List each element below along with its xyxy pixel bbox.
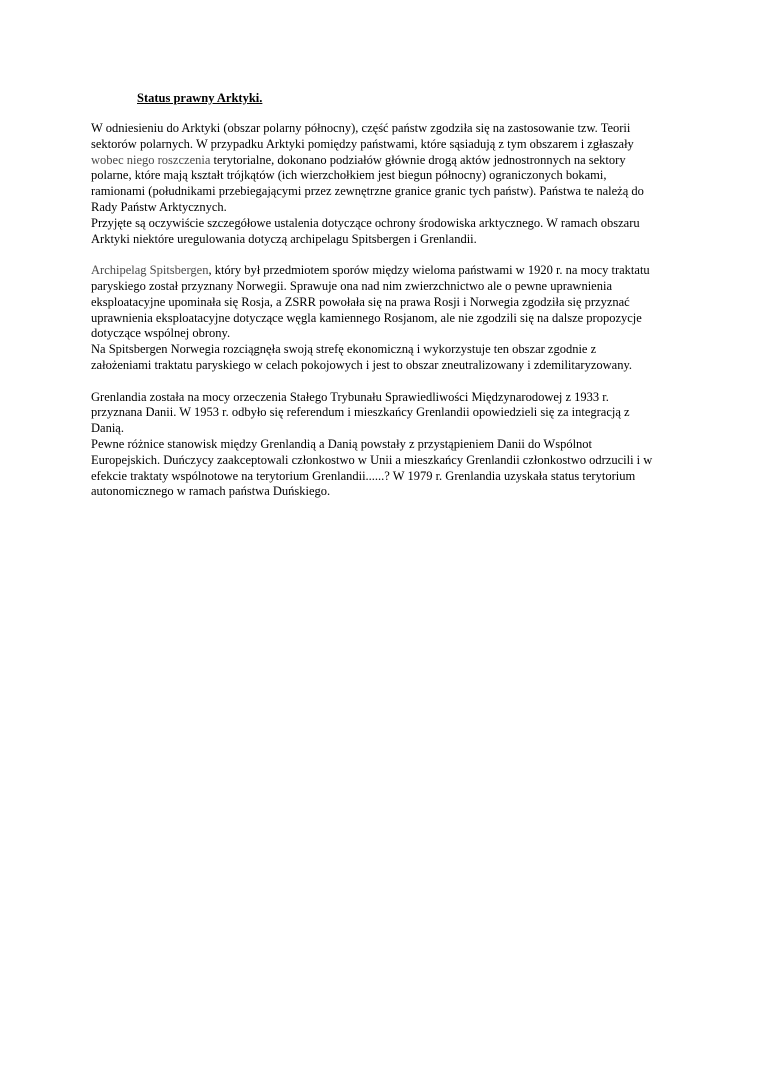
text-line-prefix: wobec niego roszczenia: [91, 152, 211, 167]
text-line: efekcie traktaty wspólnotowe na terytorium Grenlandii......? W 1979 r. Grenlandia uzyskała status terytorium: [91, 468, 636, 483]
text-line: dotyczące wspólnej obrony.: [91, 326, 231, 341]
paragraph-environment: [91, 216, 681, 248]
paragraph-spitsbergen: [91, 263, 681, 342]
text-line: autonomicznego w ramach państwa Duńskiego.: [91, 484, 331, 499]
text-line: Pewne różnice stanowisk między Grenlandią a Danią powstały z przystąpieniem Danii do Wspólnot: [91, 436, 593, 451]
document-title: Status prawny Arktyki.: [137, 91, 263, 105]
text-line: [91, 153, 681, 169]
paragraph-greenland-eu: [91, 437, 681, 500]
text-line: eksploatacyjne upominała się Rosja, a ZSRR powołała się na prawa Rosji i Norwegia zgodziła się przyznać: [91, 294, 630, 309]
text-line: polarne, które mają kształt trójkątów (ich wierzchołkiem jest biegun północny) ograniczonych bokami,: [91, 168, 607, 183]
text-line: Przyjęte są oczywiście szczegółowe ustalenia dotyczące ochrony środowiska arktycznego. W ramach obszaru: [91, 215, 640, 230]
text-line-rest: , który był przedmiotem sporów między wieloma państwami w 1920 r. na mocy traktatu: [208, 263, 650, 278]
paragraph-greenland: [91, 390, 681, 437]
text-line: Na Spitsbergen Norwegia rozciągnęła swoją strefę ekonomiczną i wykorzystuje ten obszar zgodnie z: [91, 342, 597, 357]
text-line: przyznana Danii. W 1953 r. odbyło się referendum i mieszkańcy Grenlandii opowiedzieli się za integracją z: [91, 405, 630, 420]
text-line: sektorów polarnych. W przypadku Arktyki pomiędzy państwami, które sąsiadują z tym obszarem i zgłaszały: [91, 136, 634, 151]
text-line-prefix: Archipelag Spitsbergen: [91, 263, 209, 278]
text-line: Europejskich. Duńczycy zaakceptowali członkostwo w Unii a mieszkańcy Grenlandii członkostwo odrzucili i w: [91, 452, 653, 467]
text-line: W odniesieniu do Arktyki (obszar polarny północny), część państw zgodziła się na zastosowanie tzw. Teorii: [91, 121, 631, 135]
text-line-rest: terytorialne, dokonano podziałów głównie drogą aktów jednostronnych na sektory: [210, 152, 626, 167]
text-line: założeniami traktatu paryskiego w celach pokojowych i jest to obszar zneutralizowany i zdemilitaryzowany.: [91, 357, 633, 372]
paragraph-spitsbergen-zone: [91, 342, 681, 374]
text-line: [91, 263, 681, 279]
text-line: ramionami (południkami przebiegającymi przez zewnętrzne granice granic tych państw). Państwa te należą do: [91, 184, 644, 199]
text-line: Danią.: [91, 421, 124, 436]
text-line: Rady Państw Arktycznych.: [91, 199, 227, 214]
text-line: paryskiego został przyznany Norwegii. Sprawuje ona nad nim zwierzchnictwo ale o pewne uprawnienia: [91, 278, 612, 293]
text-line: uprawnienia eksploatacyjne dotyczące węgla kamiennego Rosjanom, ale nie zgodzili się na dalsze propozycje: [91, 310, 642, 325]
text-line: Grenlandia została na mocy orzeczenia Stałego Trybunału Sprawiedliwości Międzynarodowej z 1933 r.: [91, 389, 609, 404]
paragraph-arctic-sectors: [91, 121, 681, 216]
text-line: Arktyki niektóre uregulowania dotyczą archipelagu Spitsbergen i Grenlandii.: [91, 231, 477, 246]
document-body: [91, 121, 681, 500]
